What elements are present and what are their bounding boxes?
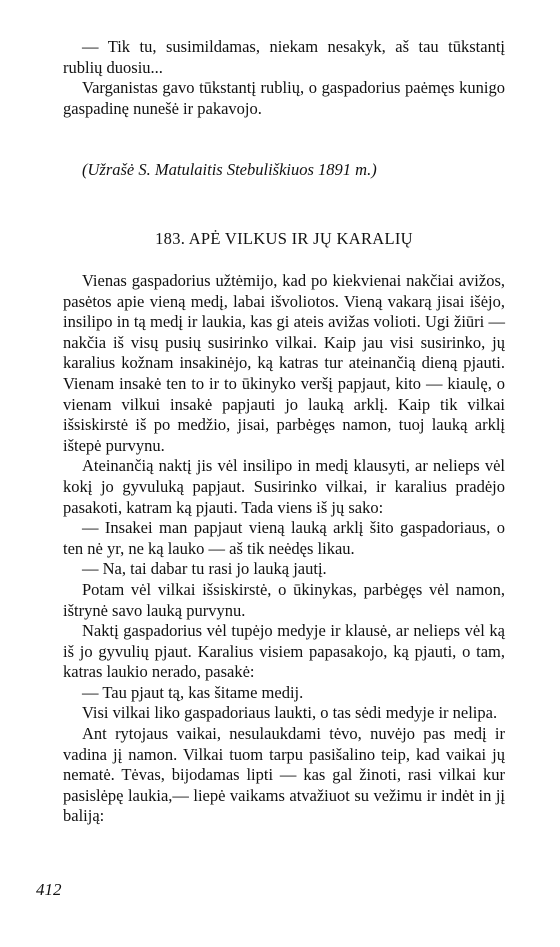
paragraph: — Na, tai dabar tu rasi jo lauką jautį. xyxy=(82,559,327,579)
paragraph: Ant rytojaus vaikai, nesulaukdami tėvo, nuvėjo pas medį ir vadina jį namon. Vilkai tuom tarpu pasišalino teip, kad vaikai jų nematė. Tėvas, bijodamas lipti — kas gal žinoti, rasi vilkai kur pasislėpę laukia,— liepė vaikams atvažiuot su vežimu ir indėt in jį baliją: xyxy=(63,724,505,826)
paragraph: — Tik tu, susimildamas, niekam nesakyk, aš tau tūkstantį rublių duosiu... xyxy=(63,37,505,77)
paragraph: Potam vėl vilkai išsiskirstė, o ūkinykas, parbėgęs vėl namon, ištrynė savo lauką purvynu. xyxy=(63,579,505,620)
source-caption-block xyxy=(63,160,505,181)
paragraph: Vienas gaspadorius užtėmijo, kad po kiekvienai nakčiai avižos, pasėtos apie vieną medį, labai išvoliotos. Vieną vakarą jisai išėjo, insilipo in tą medį ir laukia, kas gi ateis avižas volioti. Ugi žiūri — nakčia iš visų pusių susirinko vilkai. Kaip jau visi susirinko, jų karalius kožnam insakinėjo, ką katras tur ateinančią dieną pjauti. Vienam insakė ten to ir to ūkinyko veršį papjaut, kito — kiaulę, o vienam vilkui insakė papjauti jo lauką arklį. Kaip tik vilkai išsiskirstė iš po medžio, jisai, parbėgęs namon, tuoj lauką arklį ištepė purvynu. xyxy=(63,271,505,455)
paragraph: — Tau pjaut tą, kas šitame medij. xyxy=(82,682,304,702)
source-caption: (Užrašė S. Matulaitis Stebuliškiuos 1891 m.) xyxy=(82,160,377,179)
paragraph: — Insakei man papjaut vieną lauką arklį šito gaspadoriaus, o ten nė yr, ne ką lauko — aš tik neėdęs likau. xyxy=(63,518,505,558)
top-text xyxy=(63,37,505,119)
story-heading: 183. APĖ VILKUS IR JŲ KARALIŲ xyxy=(155,229,413,248)
paragraph: Visi vilkai liko gaspadoriaus laukti, o tas sėdi medyje ir nelipa. xyxy=(82,703,498,723)
paragraph: Varganistas gavo tūkstantį rublių, o gaspadorius paėmęs kunigo gaspadinę nunešė ir pakavojo. xyxy=(63,78,505,118)
paragraph: Naktį gaspadorius vėl tupėjo medyje ir klausė, ar nelieps vėl ką iš jo gyvulių pjaut. Karalius visiem papasakojo, ką pjauti, o tam, katras laukio nerado, pasakė: xyxy=(63,621,505,682)
page-number: 412 xyxy=(36,880,62,899)
story-body xyxy=(63,271,505,827)
paragraph: Ateinančią naktį jis vėl insilipo in medį klausyti, ar nelieps vėl kokį jo gyvuluką papjaut. Susirinko vilkai, ir karalius pradėjo pasakoti, katram ką pjauti. Tada viens iš jų sako: xyxy=(63,456,505,517)
